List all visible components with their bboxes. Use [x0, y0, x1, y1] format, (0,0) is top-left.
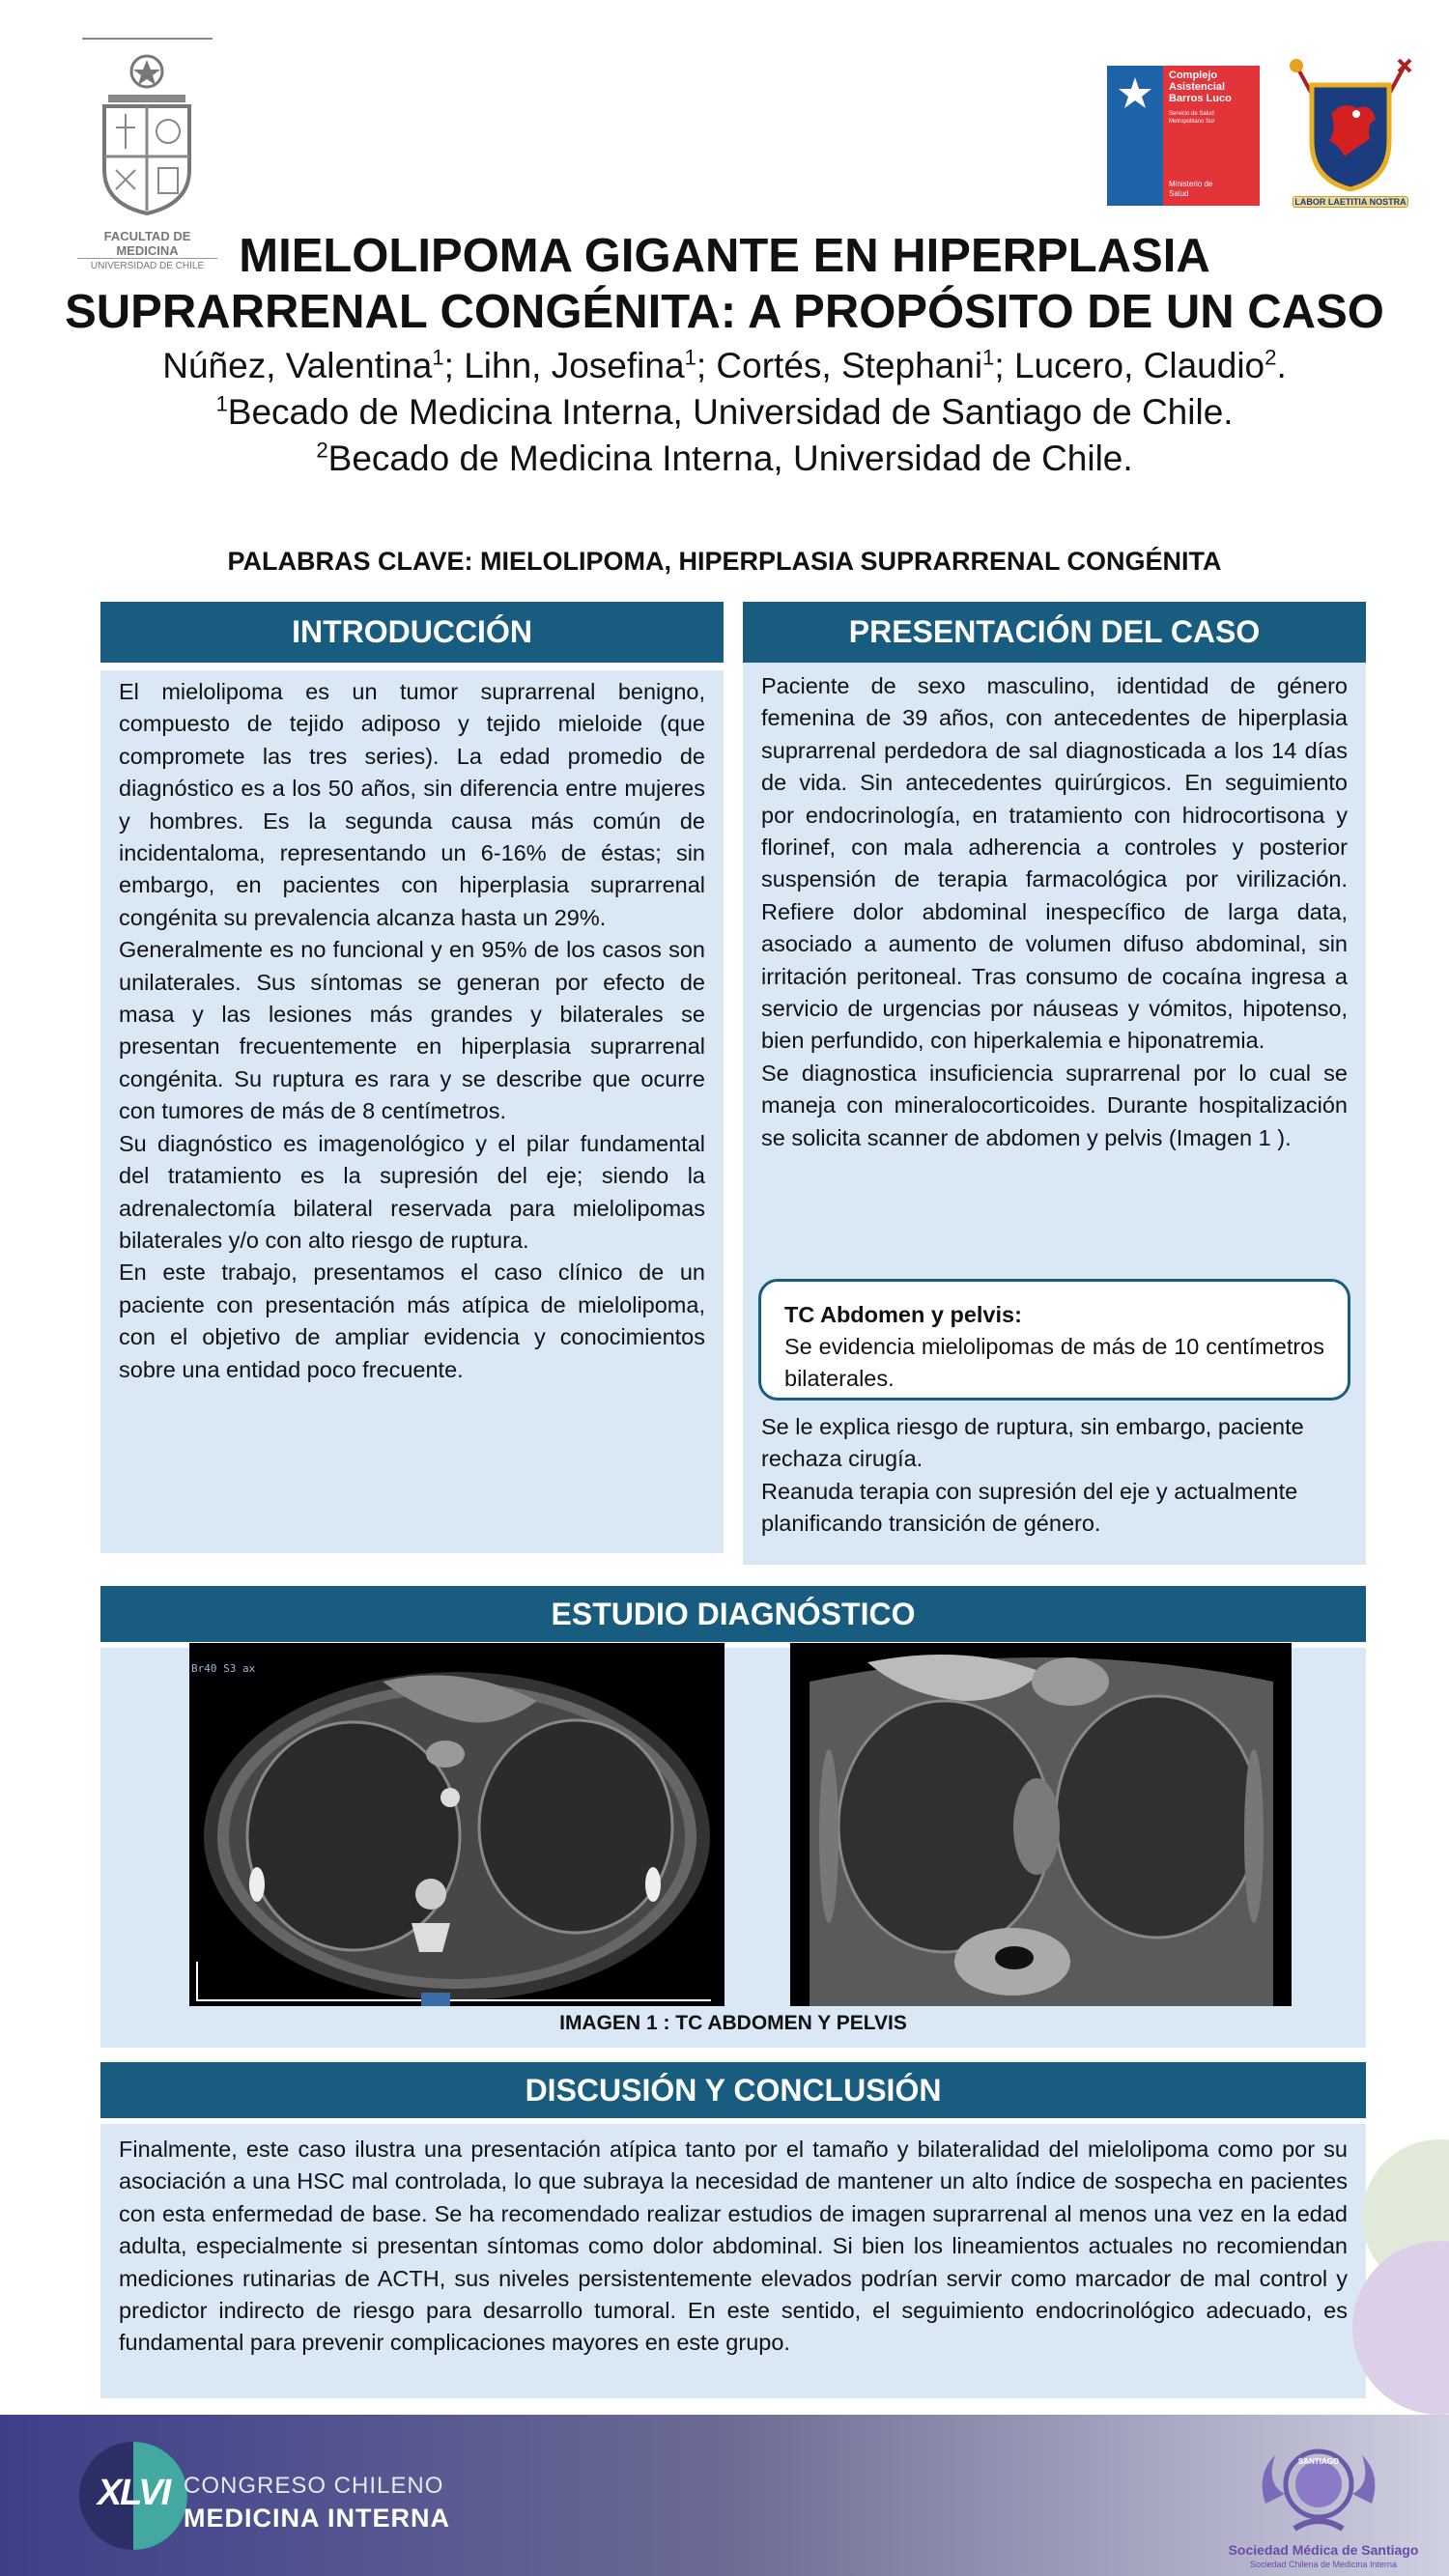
- ministry-small-1: Servicio de Salud: [1169, 111, 1214, 117]
- congress-name-2: MEDICINA INTERNA: [184, 2504, 450, 2533]
- diagnostic-heading: ESTUDIO DIAGNÓSTICO: [100, 1586, 1366, 1642]
- author-3-sup: 1: [982, 345, 995, 370]
- authors-line: [0, 343, 1449, 389]
- affiliation-1: [0, 389, 1449, 436]
- case-heading: PRESENTACIÓN DEL CASO: [743, 602, 1366, 663]
- ct-axial-scan-icon: [189, 1643, 724, 2006]
- discussion-panel: [100, 2124, 1366, 2398]
- case-paragraph-2: Se diagnostica insuficiencia suprarrenal por lo cual se maneja con mineralocorticoides. Durante hospitalización se solicita scanner de abdomen y pelvis (Imagen 1 ).: [761, 1060, 1348, 1150]
- case-paragraph-3: Se le explica riesgo de ruptura, sin embargo, paciente rechaza cirugía.: [761, 1414, 1304, 1472]
- congress-name-1: CONGRESO CHILENO: [184, 2473, 444, 2499]
- ct-findings-box: [758, 1279, 1350, 1401]
- chile-star-icon: [1107, 70, 1163, 118]
- ministry-name-1: Ministerio de: [1169, 180, 1213, 188]
- decor-purple-blob: [1352, 2241, 1449, 2415]
- poster-title-line-2: SUPRARRENAL CONGÉNITA: A PROPÓSITO DE UN CASO: [65, 286, 1384, 338]
- faculty-university: UNIVERSIDAD DE CHILE: [77, 258, 217, 271]
- poster-title-line-1: MIELOLIPOMA GIGANTE EN HIPERPLASIA: [239, 230, 1210, 282]
- ministry-line-2: Asistencial: [1169, 81, 1226, 93]
- intro-heading: INTRODUCCIÓN: [100, 602, 724, 663]
- keywords: PALABRAS CLAVE: MIELOLIPOMA, HIPERPLASIA SUPRARRENAL CONGÉNITA: [227, 547, 1222, 576]
- ministry-name-2: Salud: [1169, 189, 1189, 198]
- ct-findings-title: TC Abdomen y pelvis:: [784, 1302, 1022, 1327]
- ministry-logo-blue: [1107, 66, 1163, 206]
- intro-paragraph-1: El mielolipoma es un tumor suprarrenal benigno, compuesto de tejido adiposo y tejido mieloide (que compromete las tres series). La edad promedio de diagnóstico es a los 50 años, sin diferencia entre mujeres y hombres. Es la segunda causa más común de incidentaloma, representando un 6-16% de éstas; sin embargo, en pacientes con hiperplasia suprarrenal congénita su prevalencia alcanza hasta un 29%.: [119, 679, 705, 930]
- case-paragraph-1: Paciente de sexo masculino, identidad de género femenina de 39 años, con antecedentes de hiperplasia suprarrenal perdedora de sal diagnosticada a los 14 días de vida. Sin antecedentes quirúrgicos. En seguimiento por endocrinología, en tratamiento con hidrocortisona y florinef, con mala adherencia a controles y posterior suspensión de terapia farmacológica por virilización. Refiere dolor abdominal inespecífico de larga data, asociado a aumento de volumen difuso abdominal, sin irritación peritoneal. Tras consumo de cocaína ingresa a servicio de urgencias por náuseas y vómitos, hipotenso, bien perfundido, con hiperkalemia e hiponatremia.: [761, 673, 1348, 1054]
- crest-motto: LABOR LAETITIA NOSTRA: [1293, 196, 1408, 208]
- society-name-2: Sociedad Chilena de Medicina Interna: [1249, 2560, 1398, 2569]
- ct-coronal-scan-icon: [790, 1643, 1292, 2006]
- congress-roman-numeral: XLVI: [97, 2473, 170, 2513]
- affiliation-2: [0, 436, 1449, 482]
- author-3: ; Cortés, Stephani: [696, 346, 983, 385]
- diagnostic-caption: IMAGEN 1 : TC ABDOMEN Y PELVIS: [559, 2012, 907, 2034]
- ministry-small-2: Metropolitano Sur: [1169, 119, 1215, 125]
- author-4-sup: 2: [1264, 345, 1277, 370]
- author-4: ; Lucero, Claudio: [994, 346, 1265, 385]
- ct-axial-image: [189, 1643, 724, 2006]
- case-panel: [743, 663, 1366, 1565]
- intro-paragraph-2: Generalmente es no funcional y en 95% de los casos son unilaterales. Sus síntomas se generan por efecto de masa y las lesiones más grandes y bilaterales se presentan frecuentemente en hiperplasia suprarrenal congénita. Su ruptura es rara y se describe que ocurre con tumores de más de 8 centímetros.: [119, 937, 705, 1124]
- case-text: [743, 663, 1366, 1154]
- author-1: Núñez, Valentina: [162, 346, 433, 385]
- affiliation-1-sup: 1: [215, 391, 228, 416]
- crest-shield-icon: [1287, 56, 1414, 191]
- authors-end: .: [1276, 346, 1287, 385]
- intro-paragraph-3: Su diagnóstico es imagenológico y el pilar fundamental del tratamiento es la supresión del eje; siendo la adrenalectomía bilateral reservada para mielolipomas bilaterales y/o con alto riesgo de ruptura.: [119, 1130, 705, 1253]
- affiliation-1-text: Becado de Medicina Interna, Universidad de Santiago de Chile.: [227, 392, 1234, 432]
- society-seal-text: SANTIAGO: [1297, 2457, 1340, 2466]
- intro-text: [100, 670, 724, 1386]
- author-2-sup: 1: [684, 345, 696, 370]
- ct-axial-label: Br40 S3 ax: [191, 1662, 256, 1675]
- ministry-logo: [1107, 66, 1260, 206]
- ct-findings-text: Se evidencia mielolipomas de más de 10 centímetros bilaterales.: [784, 1334, 1324, 1392]
- intro-paragraph-4: En este trabajo, presentamos el caso clínico de un paciente con presentación más atípica de mielolipoma, con el objetivo de ampliar evidencia y conocimientos sobre una entidad poco frecuente.: [119, 1260, 705, 1382]
- ct-coronal-image: [790, 1643, 1292, 2006]
- faculty-crest-icon: [77, 35, 217, 218]
- affiliation-2-sup: 2: [316, 438, 328, 463]
- discussion-heading: DISCUSIÓN Y CONCLUSIÓN: [100, 2062, 1366, 2118]
- society-seal-icon: [1246, 2436, 1391, 2542]
- usach-crest: [1287, 56, 1414, 215]
- ministry-line-1: Complejo: [1169, 70, 1218, 81]
- faculty-logo: [77, 35, 217, 271]
- society-name-1: Sociedad Médica de Santiago: [1228, 2542, 1419, 2558]
- faculty-name: FACULTAD DE MEDICINA: [103, 229, 191, 258]
- author-2: ; Lihn, Josefina: [443, 346, 685, 385]
- author-1-sup: 1: [432, 345, 444, 370]
- case-paragraph-4: Reanuda terapia con supresión del eje y actualmente planificando transición de género.: [761, 1478, 1298, 1537]
- discussion-text: Finalmente, este caso ilustra una presentación atípica tanto por el tamaño y bilateralidad del mielolipoma como por su asociación a una HSC mal controlada, lo que subraya la necesidad de mantener un alto índice de sospecha en pacientes con esta enfermedad de base. Se ha recomendado realizar estudios de imagen suprarrenal al menos una vez en la edad adulta, especialmente si presentan síntomas como dolor abdominal. Si bien los lineamientos actuales no recomiendan mediciones rutinarias de ACTH, sus niveles persistentemente elevados podrían servir como marcador de mal control y predictor indirecto de riesgo para desarrollo tumoral. En este sentido, el seguimiento endocrinológico adecuado, es fundamental para prevenir complicaciones mayores en este grupo.: [119, 2137, 1348, 2356]
- case-text-after: [761, 1411, 1348, 1541]
- intro-panel: [100, 670, 724, 1553]
- ministry-logo-red: [1163, 66, 1260, 206]
- footer-band: [0, 2415, 1449, 2576]
- affiliation-2-text: Becado de Medicina Interna, Universidad de Chile.: [327, 439, 1133, 478]
- ministry-line-3: Barros Luco: [1169, 93, 1232, 104]
